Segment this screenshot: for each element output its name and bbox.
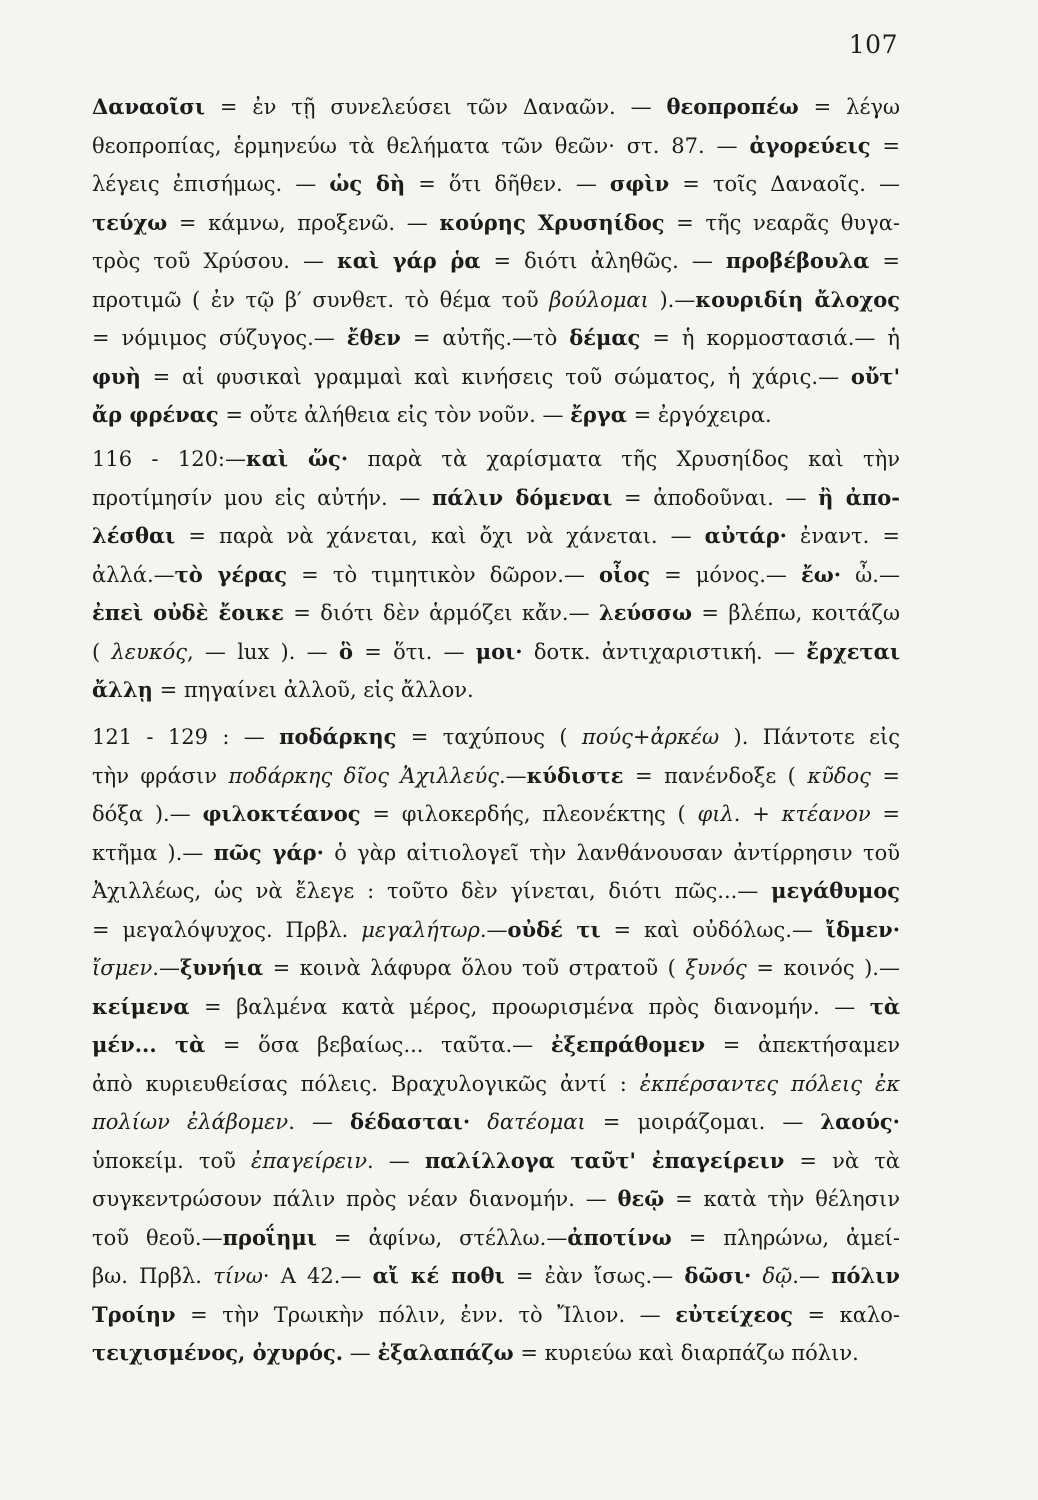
gloss-text: = ἐν τῇ συνελεύσει τῶν Δαναῶν. — bbox=[205, 95, 667, 119]
gloss-text: = ἀπεκτήσαμεν bbox=[705, 1033, 900, 1057]
gloss-text: . — bbox=[366, 1148, 425, 1173]
paragraph-3 bbox=[92, 718, 900, 1373]
gloss-text: ( bbox=[92, 639, 112, 664]
gloss-text: = βαλμένα κατὰ μέρος, προωρισμένα πρὸς διανομήν. — bbox=[189, 994, 870, 1019]
headword: προΐημι bbox=[222, 1224, 317, 1250]
gloss-text: θεοπροπίας, ἑρμηνεύω τὰ θελήματα τῶν θεῶν· στ. 87. — bbox=[92, 133, 750, 158]
gloss-text: = αἱ φυσικαὶ γραμμαὶ καὶ κινήσεις τοῦ σώματος, ἡ χάρις.— bbox=[140, 364, 851, 389]
gloss-text: = πανένδοξε ( bbox=[623, 763, 808, 788]
headword: καὶ γάρ ῥα bbox=[337, 248, 481, 273]
gloss-text: δοτκ. ἀντιχαριστική. — bbox=[522, 639, 807, 664]
gloss-text: Ἀχιλλέως, ὡς νὰ ἔλεγε : τοῦτο δὲν γίνεται, διότι πῶς...— bbox=[92, 879, 772, 903]
gloss-text: — bbox=[343, 1341, 378, 1365]
italic-term: πούς+ἀρκέω bbox=[581, 725, 720, 749]
headword: τὸ γέρας bbox=[174, 561, 288, 587]
text-line bbox=[92, 911, 900, 950]
text-line bbox=[92, 1334, 900, 1373]
headword: ἐπεὶ οὐδὲ ἔοικε bbox=[92, 600, 284, 625]
text-line bbox=[92, 517, 900, 556]
gloss-text: = λέγω bbox=[798, 95, 901, 119]
text-line bbox=[92, 988, 900, 1027]
gloss-text: = ἐὰν ἴσως.— bbox=[504, 1264, 685, 1288]
gloss-text: = κυριεύω καὶ διαρπάζω πόλιν. bbox=[513, 1341, 859, 1365]
gloss-text: = κοινός ).— bbox=[746, 956, 900, 980]
italic-term: δατέομαι bbox=[487, 1110, 586, 1134]
gloss-text: ὁ γὰρ αἰτιολογεῖ τὴν λανθάνουσαν ἀντίρρησιν τοῦ bbox=[323, 840, 900, 865]
italic-term: μεγαλήτωρ bbox=[361, 917, 480, 942]
italic-term: ἐπαγείρειν bbox=[251, 1148, 367, 1173]
page-number: 107 bbox=[848, 30, 898, 59]
gloss-text: κτῆμα ).— bbox=[92, 840, 214, 865]
headword: κουριδίη ἄλοχος bbox=[695, 286, 900, 312]
text-line bbox=[92, 358, 900, 397]
text-line bbox=[92, 1026, 900, 1065]
gloss-text: = νόμιμος σύζυγος.— bbox=[92, 326, 347, 350]
gloss-text: βω. Πρβλ. bbox=[92, 1264, 214, 1288]
text-line bbox=[92, 440, 900, 479]
gloss-text: ὑποκείμ. τοῦ bbox=[92, 1148, 252, 1173]
headword: πόλιν bbox=[831, 1263, 900, 1288]
text-line bbox=[92, 1219, 900, 1258]
text-line bbox=[92, 88, 900, 127]
headword: σφὶν bbox=[609, 171, 670, 196]
headword: ἐξαλαπάζω bbox=[377, 1340, 514, 1365]
gloss-text: = οὔτε ἀλήθεια εἰς τὸν νοῦν. — bbox=[218, 403, 571, 427]
gloss-text: = τοῖς Δαναοῖς. — bbox=[669, 172, 900, 196]
gloss-text: δόξα ).— bbox=[92, 802, 203, 826]
gloss-text: ἀπὸ κυριευθείσας πόλεις. Βραχυλογικῶς ἀντί : bbox=[92, 1071, 640, 1096]
italic-term: ἴσμεν bbox=[92, 956, 153, 980]
headword: λαούς· bbox=[820, 1109, 900, 1134]
italic-term: δῷ bbox=[762, 1264, 793, 1288]
headword: κούρης Χρυσηίδος bbox=[439, 209, 665, 235]
headword: ἔργα bbox=[570, 402, 627, 427]
text-line bbox=[92, 718, 900, 757]
headword: ὡς δὴ bbox=[329, 171, 406, 196]
gloss-text: = παρὰ νὰ χάνεται, καὶ ὄχι νὰ χάνεται. — bbox=[175, 524, 705, 548]
gloss-text: = κάμνω, προξενῶ. — bbox=[167, 210, 440, 235]
text-line bbox=[92, 1180, 900, 1219]
headword: ἔθεν bbox=[346, 325, 401, 350]
gloss-text: = ὅτι δῆθεν. — bbox=[405, 172, 610, 196]
gloss-text: = bbox=[870, 802, 900, 826]
text-line bbox=[92, 556, 900, 595]
text-line bbox=[92, 242, 900, 281]
gloss-text: . — bbox=[288, 1110, 351, 1134]
headword: μεγάθυμος bbox=[771, 878, 900, 903]
text-line bbox=[92, 1103, 900, 1142]
headword: δῶσι· bbox=[684, 1263, 752, 1288]
gloss-text: = bbox=[870, 763, 900, 788]
text-line bbox=[92, 281, 900, 320]
gloss-text: = μεγαλόψυχος. Πρβλ. bbox=[92, 917, 362, 942]
text-line bbox=[92, 633, 900, 672]
gloss-text: = αὐτῆς.—τὸ bbox=[400, 326, 570, 350]
gloss-text: = διότι δὲν ἁρμόζει κἄν.— bbox=[283, 601, 599, 625]
text-line bbox=[92, 165, 900, 204]
gloss-text: = κατὰ τὴν θέλησιν bbox=[664, 1187, 900, 1211]
headword: ποδάρκης bbox=[279, 724, 397, 749]
gloss-text: = διότι ἀληθῶς. — bbox=[480, 249, 726, 273]
gloss-text: ὦ.— bbox=[841, 562, 900, 587]
gloss-text bbox=[470, 1110, 487, 1134]
gloss-text: = καλο- bbox=[792, 1302, 900, 1327]
gloss-text: = τῆς νεαρᾶς θυγα- bbox=[664, 210, 900, 235]
italic-term: κῦδος bbox=[807, 763, 871, 788]
headword: λέσθαι bbox=[92, 523, 176, 548]
headword: πάλιν δόμεναι bbox=[432, 484, 613, 510]
text-line bbox=[92, 204, 900, 243]
gloss-text: = ἡ κορμοστασιά.— ἡ bbox=[640, 326, 900, 350]
headword: κείμενα bbox=[92, 993, 190, 1019]
text-line bbox=[92, 834, 900, 873]
gloss-text: = ταχύπους ( bbox=[396, 725, 582, 749]
text-line bbox=[92, 396, 900, 435]
gloss-text: .— bbox=[479, 917, 508, 942]
headword: δέμας bbox=[569, 325, 641, 350]
gloss-text: , — lux ). — bbox=[187, 639, 339, 664]
headword: καὶ ὥς· bbox=[246, 446, 349, 471]
headword: εὐτείχεος bbox=[675, 1301, 793, 1327]
text-line bbox=[92, 594, 900, 633]
headword: τεύχω bbox=[92, 209, 168, 235]
text-line bbox=[92, 319, 900, 358]
italic-term: φιλ. + κτέανον bbox=[697, 802, 871, 826]
headword: Τροίην bbox=[92, 1301, 176, 1327]
gloss-text: = ὅσα βεβαίως... ταῦτα.— bbox=[205, 1033, 551, 1057]
headword: τειχισμένος, ὀχυρός. bbox=[92, 1340, 344, 1365]
gloss-text: λέγεις ἐπισήμως. — bbox=[92, 172, 330, 196]
gloss-text: = βλέπω, κοιτάζω bbox=[692, 601, 901, 625]
gloss-text: ). Πάντοτε εἰς bbox=[719, 725, 900, 749]
text-line bbox=[92, 757, 900, 796]
headword: θεῷ bbox=[617, 1186, 665, 1211]
italic-term: λευκός bbox=[111, 639, 187, 664]
gloss-text: = καὶ οὐδόλως.— bbox=[600, 917, 826, 942]
headword: φυὴ bbox=[92, 363, 141, 389]
gloss-text: προτιμῶ ( ἐν τῷ β′ συνθετ. τὸ θέμα τοῦ bbox=[92, 287, 550, 312]
gloss-text: ἐναντ. = bbox=[786, 524, 900, 548]
headword: οὐδέ τι bbox=[507, 916, 601, 942]
gloss-text: = μόνος.— bbox=[650, 562, 802, 587]
headword: παλίλλογα ταῦτ' ἐπαγείρειν bbox=[424, 1147, 785, 1173]
gloss-text: τὴν φράσιν bbox=[92, 763, 229, 788]
headword: ἀποτίνω bbox=[567, 1224, 672, 1250]
gloss-text: = πληρώνω, ἀμεί- bbox=[671, 1225, 901, 1250]
text-line bbox=[92, 872, 900, 911]
headword: ἔω· bbox=[801, 561, 842, 587]
text-line bbox=[92, 1142, 900, 1181]
gloss-text: = ἐργόχειρα. bbox=[626, 403, 772, 427]
italic-term: ἐκπέρσαντες πόλεις ἐκ bbox=[639, 1071, 900, 1096]
headword: οἶος bbox=[599, 561, 651, 587]
italic-term: ποδάρκης δῖος Ἀχιλλεύς bbox=[228, 763, 499, 788]
headword: αὐτάρ· bbox=[704, 523, 787, 548]
headword: ἢ ἀπο- bbox=[818, 484, 900, 510]
headword: ξυνήια bbox=[179, 955, 264, 980]
headword: ἴδμεν· bbox=[825, 916, 900, 942]
italic-term: τίνω bbox=[213, 1264, 263, 1288]
gloss-text: τοῦ θεοῦ.— bbox=[92, 1225, 223, 1250]
gloss-text: = μοιράζομαι. — bbox=[585, 1110, 821, 1134]
gloss-text: συγκεντρώσουν πάλιν πρὸς νέαν διανομήν. — bbox=[92, 1187, 618, 1211]
gloss-text: 116 - 120:— bbox=[92, 447, 247, 471]
gloss-text: ).— bbox=[648, 287, 696, 312]
text-line bbox=[92, 949, 900, 988]
gloss-text: = bbox=[869, 249, 900, 273]
headword: ἄλλῃ bbox=[92, 677, 153, 702]
headword: κύδιστε bbox=[526, 762, 624, 788]
headword: τὰ bbox=[869, 993, 900, 1019]
text-line bbox=[92, 479, 900, 518]
gloss-text: 121 - 129 : — bbox=[92, 725, 280, 749]
gloss-text: προτίμησίν μου εἰς αὐτήν. — bbox=[92, 485, 433, 510]
gloss-text: = φιλοκερδής, πλεονέκτης ( bbox=[360, 802, 698, 826]
gloss-text: = ἀφίνω, στέλλω.— bbox=[316, 1225, 568, 1250]
headword: ὃ bbox=[338, 638, 353, 664]
gloss-text: .— bbox=[792, 1264, 832, 1288]
gloss-text: τρὸς τοῦ Χρύσου. — bbox=[92, 249, 337, 273]
italic-term: ξυνός bbox=[685, 956, 747, 980]
gloss-text: = κοινὰ λάφυρα ὅλου τοῦ στρατοῦ ( bbox=[263, 956, 686, 980]
headword: ἐξεπράθομεν bbox=[550, 1032, 706, 1057]
gloss-text: ἀλλά.— bbox=[92, 562, 175, 587]
paragraph-2 bbox=[92, 440, 900, 710]
gloss-text: παρὰ τὰ χαρίσματα τῆς Χρυσηίδος καὶ τὴν bbox=[348, 447, 901, 471]
gloss-text: = ὅτι. — bbox=[352, 639, 476, 664]
gloss-text: = νὰ τὰ bbox=[784, 1148, 900, 1173]
headword: πῶς γάρ· bbox=[213, 839, 324, 865]
gloss-text: = τὸ τιμητικὸν δῶρον.— bbox=[287, 562, 600, 587]
headword: δέδασται· bbox=[350, 1109, 471, 1134]
text-line bbox=[92, 795, 900, 834]
text-line bbox=[92, 1296, 900, 1335]
headword: ἄρ φρένας bbox=[92, 402, 219, 427]
text-line bbox=[92, 1257, 900, 1296]
headword: φιλοκτέανος bbox=[202, 801, 361, 826]
headword: αἴ κέ ποθι bbox=[372, 1263, 505, 1288]
gloss-text: .— bbox=[498, 763, 527, 788]
headword: θεοπροπέω bbox=[666, 94, 799, 119]
headword: ἔρχεται bbox=[806, 638, 900, 664]
headword: ἀγορεύεις bbox=[749, 132, 871, 158]
text-line bbox=[92, 671, 900, 710]
gloss-text: .— bbox=[152, 956, 180, 980]
gloss-text bbox=[751, 1264, 762, 1288]
gloss-text: = bbox=[870, 133, 900, 158]
italic-term: πολίων ἐλάβομεν bbox=[92, 1110, 289, 1134]
gloss-text: = πηγαίνει ἀλλοῦ, εἰς ἄλλον. bbox=[152, 678, 474, 702]
headword: οὔτ' bbox=[850, 363, 900, 389]
italic-term: βούλομαι bbox=[549, 287, 649, 312]
headword: προβέβουλα bbox=[725, 248, 870, 273]
headword: μέν... τὰ bbox=[92, 1032, 206, 1057]
headword: μοι· bbox=[475, 638, 523, 664]
headword: Δαναοῖσι bbox=[92, 94, 205, 119]
text-line bbox=[92, 127, 900, 166]
headword: λεύσσω bbox=[598, 600, 692, 625]
gloss-text: = ἀποδοῦναι. — bbox=[612, 485, 819, 510]
text-line bbox=[92, 1065, 900, 1104]
paragraph-1 bbox=[92, 88, 900, 435]
gloss-text: · Α 42.— bbox=[262, 1264, 373, 1288]
gloss-text: = τὴν Τρωικὴν πόλιν, ἐνν. τὸ Ἴλιον. — bbox=[175, 1302, 676, 1327]
